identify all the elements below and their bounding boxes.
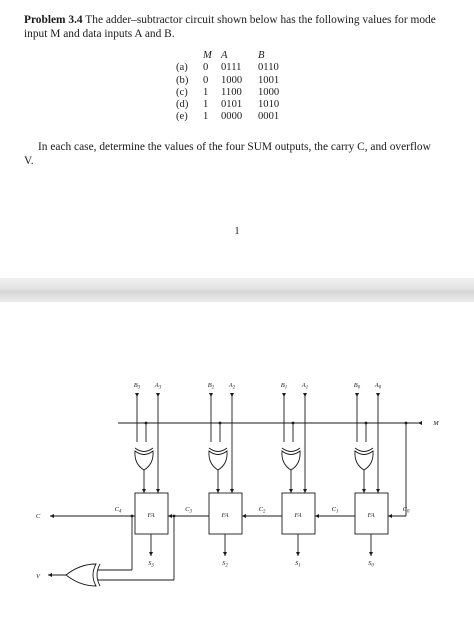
m-value: 1 (203, 99, 209, 111)
b-arrow (209, 393, 213, 397)
problem-heading: Problem 3.4 (24, 14, 83, 26)
junction-dot (405, 422, 408, 425)
xor-gate (209, 451, 227, 470)
xor-gate (355, 451, 373, 470)
sum-label: $S_1$ (295, 560, 301, 569)
xor-back-curve (282, 448, 300, 452)
problem-text: The adder–subtractor circuit shown below has the following values for mode input M and data inputs A and B. (24, 14, 436, 40)
sum-arrow (223, 552, 227, 556)
a-input-label: $A_1$ (301, 382, 309, 391)
overflow-xor-back (97, 564, 100, 586)
b-arrow (355, 393, 359, 397)
table-header-cell: A (221, 50, 228, 61)
question-line-1: In each case, determine the values of the four SUM outputs, the carry C, and overflow (38, 141, 431, 153)
a-value: 0101 (221, 99, 243, 111)
b-value: 1010 (258, 99, 280, 111)
xor-fa-arrow (289, 489, 293, 493)
row-label: (b) (176, 74, 189, 86)
a-value: 1000 (221, 74, 243, 86)
b-arrow (135, 393, 139, 397)
a-input-label: $A_2$ (228, 382, 236, 391)
b-value: 0001 (258, 111, 280, 123)
b-arrow (282, 393, 286, 397)
c-arrow (50, 514, 54, 518)
xor-back-curve (135, 448, 153, 452)
table-header-cell: B (258, 50, 265, 61)
v-output-label: V (36, 573, 40, 580)
c4-label: $C_4$ (114, 506, 122, 515)
carry-label: $C_2$ (258, 506, 266, 515)
b-input-label: $B_2$ (207, 382, 215, 391)
b-input-label: $B_1$ (280, 382, 288, 391)
table-row (176, 62, 294, 74)
sum-label: $S_2$ (222, 560, 228, 569)
b-value: 1000 (258, 86, 280, 98)
a-fa-arrow (156, 489, 160, 493)
a-input-label: $A_0$ (374, 382, 382, 391)
a-value: 0111 (221, 62, 242, 74)
row-label: (d) (176, 99, 189, 111)
fa-label: FA (294, 512, 302, 519)
page-number: 1 (234, 226, 240, 237)
xor-gate (282, 451, 300, 470)
a-value: 0000 (221, 111, 243, 123)
carry-label: $C_1$ (331, 506, 339, 515)
xor-fa-arrow (362, 489, 366, 493)
row-label: (a) (176, 62, 188, 74)
b-input-label: $B_0$ (353, 382, 361, 391)
carry-label: $C_3$ (185, 506, 192, 515)
sum-arrow (369, 552, 373, 556)
sum-label: $S_0$ (368, 560, 374, 569)
m-value: 1 (203, 111, 209, 123)
question-text (24, 140, 456, 168)
table-row (176, 111, 294, 123)
m-arrow (418, 421, 422, 425)
a-arrow (303, 393, 307, 397)
input-values-table (176, 50, 294, 124)
question-line-2: V. (24, 155, 34, 167)
problem-statement (24, 13, 456, 41)
table-header-row (176, 50, 294, 62)
table-header-cell: M (203, 50, 212, 61)
a-fa-arrow (303, 489, 307, 493)
v-arrow (48, 573, 52, 577)
row-label: (c) (176, 86, 188, 98)
m-value: 0 (203, 74, 209, 86)
carry-arrow (242, 514, 246, 518)
fa-label: FA (147, 512, 155, 519)
fa-label: FA (221, 512, 229, 519)
sum-arrow (296, 552, 300, 556)
sum-label: $S_3$ (148, 560, 154, 569)
xor-gate (135, 451, 153, 470)
xor-fa-arrow (216, 489, 220, 493)
table-row (176, 87, 294, 99)
a-input-label: $A_3$ (154, 382, 162, 391)
a-value: 1100 (221, 86, 242, 98)
b-value: 1001 (258, 74, 280, 86)
xor-fa-arrow (142, 489, 146, 493)
a-arrow (376, 393, 380, 397)
c0-arrow (388, 514, 392, 518)
carry-arrow (315, 514, 319, 518)
xor-back-curve (209, 448, 227, 452)
table-row (176, 99, 294, 111)
a-fa-arrow (230, 489, 234, 493)
sum-arrow (149, 552, 153, 556)
m-value: 1 (203, 86, 209, 98)
m-label: M (433, 420, 439, 427)
overflow-xor-gate (66, 564, 96, 586)
table-header-cell (176, 50, 203, 62)
b-input-label: $B_3$ (133, 382, 141, 391)
c-output-label: C (35, 513, 41, 520)
table-row (176, 75, 294, 87)
row-label: (e) (176, 111, 188, 123)
adder-subtractor-circuit (0, 302, 474, 617)
page-divider (0, 278, 474, 302)
m-value: 0 (203, 62, 209, 74)
xor-back-curve (355, 448, 373, 452)
fa-label: FA (367, 512, 375, 519)
a-arrow (230, 393, 234, 397)
circuit-page (0, 302, 474, 617)
carry-arrow (168, 514, 172, 518)
carry-label: $C_0$ (402, 506, 410, 515)
a-fa-arrow (376, 489, 380, 493)
b-value: 0110 (258, 62, 279, 74)
problem-page (0, 0, 474, 278)
a-arrow (156, 393, 160, 397)
